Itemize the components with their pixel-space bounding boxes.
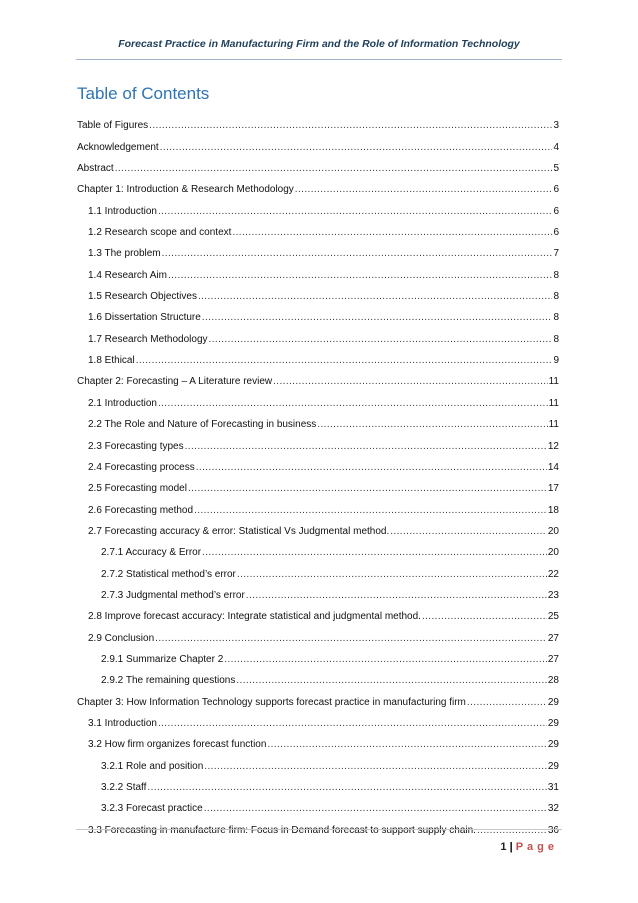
toc-entry[interactable] xyxy=(77,196,559,217)
toc-entry-text: 2.9.2 The remaining questions xyxy=(101,675,236,687)
toc-page-number: 11 xyxy=(548,419,559,431)
toc-page-number: 8 xyxy=(553,333,559,345)
toc-entry[interactable] xyxy=(77,260,559,281)
toc-page-number: 3 xyxy=(553,120,559,132)
toc-entry-text: Acknowledgement xyxy=(77,141,159,153)
toc-dot-leader xyxy=(232,227,552,239)
toc-page-number: 6 xyxy=(553,205,559,217)
toc-entry[interactable] xyxy=(77,239,559,260)
footer-rule xyxy=(76,829,562,830)
toc-dot-leader xyxy=(136,355,553,367)
toc-entry-text: 2.1 Introduction xyxy=(88,397,157,409)
toc-entry-text: 3.2.1 Role and position xyxy=(101,760,204,772)
toc-entry-text: Chapter 3: How Information Technology supports forecast practice in manufacturing firm xyxy=(77,696,466,708)
toc-dot-leader xyxy=(149,120,552,132)
toc-entry-text: 1.8 Ethical xyxy=(88,355,135,367)
toc-entry[interactable] xyxy=(77,730,559,751)
toc-dot-leader xyxy=(422,611,547,623)
toc-dot-leader xyxy=(273,376,548,388)
toc-entry[interactable] xyxy=(77,303,559,324)
toc-page-number: 20 xyxy=(547,547,559,559)
toc-dot-leader xyxy=(209,334,553,346)
toc-page-number: 29 xyxy=(547,696,559,708)
toc-page-number: 7 xyxy=(553,248,559,260)
toc-page-number: 32 xyxy=(547,803,559,815)
toc-dot-leader xyxy=(204,803,547,815)
toc-entry-text: 3.2.3 Forecast practice xyxy=(101,803,203,815)
toc-page-number: 11 xyxy=(548,376,559,388)
toc-dot-leader xyxy=(202,547,547,559)
toc-entry-text: 2.6 Forecasting method xyxy=(88,504,194,516)
toc-entry[interactable] xyxy=(77,687,559,708)
toc-dot-leader xyxy=(160,142,553,154)
toc-page-number: 31 xyxy=(547,782,559,793)
toc-page-number: 6 xyxy=(553,184,559,196)
toc-dot-leader xyxy=(224,654,547,666)
toc-entry-text: Table of Figures xyxy=(77,120,149,132)
toc-page-number: 27 xyxy=(547,632,559,644)
page-footer xyxy=(500,841,558,853)
toc-dot-leader xyxy=(194,505,547,517)
toc-entry[interactable] xyxy=(77,175,559,196)
toc-entry-text: 3.1 Introduction xyxy=(88,717,157,729)
toc-page-number: 14 xyxy=(547,461,559,473)
toc-dot-leader xyxy=(147,782,546,794)
toc-page-number: 6 xyxy=(553,227,559,239)
toc-dot-leader xyxy=(198,291,552,303)
toc-page-number: 29 xyxy=(547,717,559,729)
toc-entry[interactable] xyxy=(77,324,559,345)
toc-page-number: 29 xyxy=(547,760,559,772)
toc-entry[interactable] xyxy=(77,751,559,772)
toc-entry-text: 2.7.3 Judgmental method’s error xyxy=(101,589,245,601)
toc-page-number: 5 xyxy=(553,163,559,175)
toc-dot-leader xyxy=(236,675,547,687)
toc-entry[interactable] xyxy=(77,666,559,687)
toc-entry[interactable] xyxy=(77,538,559,559)
toc-dot-leader xyxy=(188,483,547,495)
toc-entry[interactable] xyxy=(77,709,559,730)
toc-dot-leader xyxy=(467,697,547,709)
toc-entry-text: 3.2 How firm organizes forecast function xyxy=(88,739,267,751)
toc-dot-leader xyxy=(237,569,547,581)
toc-entry-text: Chapter 2: Forecasting – A Literature review xyxy=(77,376,273,388)
toc-entry-text: 2.3 Forecasting types xyxy=(88,440,184,452)
toc-page-number: 18 xyxy=(547,504,559,516)
toc-entry[interactable] xyxy=(77,218,559,239)
toc-dot-leader xyxy=(477,825,547,837)
toc-dot-leader xyxy=(185,441,547,453)
toc-dot-leader xyxy=(390,526,547,538)
toc-entry-text: 1.5 Research Objectives xyxy=(88,291,197,303)
page-word: Page xyxy=(515,841,558,853)
toc-entry[interactable] xyxy=(77,111,559,132)
toc-entry[interactable] xyxy=(77,154,559,175)
toc-entry-text: 2.4 Forecasting process xyxy=(88,461,195,473)
toc-dot-leader xyxy=(158,398,548,410)
toc-dot-leader xyxy=(115,163,553,175)
toc-page-number: 4 xyxy=(553,141,559,153)
toc-page-number: 9 xyxy=(553,355,559,367)
toc-page-number: 17 xyxy=(547,483,559,495)
toc-entry-text: 3.2.2 Staff xyxy=(101,782,147,793)
toc-title: Table of Contents xyxy=(77,84,210,103)
toc-entry[interactable] xyxy=(77,346,559,367)
toc-entry-text: 2.9.1 Summarize Chapter 2 xyxy=(101,653,224,665)
toc-entry[interactable] xyxy=(77,559,559,580)
toc-dot-leader xyxy=(158,206,553,218)
toc-entry[interactable] xyxy=(77,623,559,644)
toc-entry-text: 2.7.2 Statistical method’s error xyxy=(101,568,236,580)
toc-page-number: 8 xyxy=(553,269,559,281)
toc-entry-text: 1.3 The problem xyxy=(88,248,161,260)
toc-page-number: 25 xyxy=(547,611,559,623)
toc-entry-text: 1.6 Dissertation Structure xyxy=(88,312,201,324)
toc-page-number: 36 xyxy=(547,824,559,836)
toc-page-number: 27 xyxy=(547,653,559,665)
toc-entry[interactable] xyxy=(77,773,559,794)
toc-entry-text: 1.2 Research scope and context xyxy=(88,227,232,239)
toc-page-number: 29 xyxy=(547,739,559,751)
toc-entry[interactable] xyxy=(77,815,559,836)
toc-dot-leader xyxy=(162,248,553,260)
toc-entry[interactable] xyxy=(77,495,559,516)
toc-dot-leader xyxy=(204,761,547,773)
toc-entry-text: Chapter 1: Introduction & Research Methodology xyxy=(77,184,294,196)
footer-separator: | xyxy=(509,841,513,853)
toc-page-number: 23 xyxy=(547,589,559,601)
toc-entry[interactable] xyxy=(77,794,559,815)
toc-entry[interactable] xyxy=(77,517,559,538)
toc-entry[interactable] xyxy=(77,367,559,388)
toc-page-number: 12 xyxy=(547,440,559,452)
toc-entry[interactable] xyxy=(77,602,559,623)
toc-dot-leader xyxy=(202,312,553,324)
toc-entry-text: 1.4 Research Aim xyxy=(88,269,167,281)
toc-entry[interactable] xyxy=(77,431,559,452)
toc-entry[interactable] xyxy=(77,645,559,666)
toc-list xyxy=(77,111,559,837)
toc-dot-leader xyxy=(158,718,547,730)
toc-entry[interactable] xyxy=(77,474,559,495)
toc-entry-text: 1.7 Research Methodology xyxy=(88,333,208,345)
toc-entry[interactable] xyxy=(77,410,559,431)
toc-page-number: 20 xyxy=(547,525,559,537)
toc-dot-leader xyxy=(196,462,547,474)
toc-entry-text: 2.8 Improve forecast accuracy: Integrate statistical and judgmental method. xyxy=(88,611,421,623)
toc-entry-text: 2.7.1 Accuracy & Error xyxy=(101,547,202,559)
toc-entry-text: 2.9 Conclusion xyxy=(88,632,155,644)
toc-entry[interactable] xyxy=(77,581,559,602)
toc-entry[interactable] xyxy=(77,453,559,474)
toc-entry-text: 2.7 Forecasting accuracy & error: Statistical Vs Judgmental method. xyxy=(88,525,390,537)
toc-entry[interactable] xyxy=(77,388,559,409)
toc-page-number: 11 xyxy=(548,397,559,409)
toc-dot-leader xyxy=(246,590,547,602)
toc-page-number: 28 xyxy=(547,675,559,687)
toc-dot-leader xyxy=(317,419,547,431)
toc-page-number: 22 xyxy=(547,568,559,580)
toc-entry[interactable] xyxy=(77,132,559,153)
toc-dot-leader xyxy=(155,633,547,645)
toc-entry-text: 1.1 Introduction xyxy=(88,205,157,217)
toc-entry-text: Abstract xyxy=(77,163,114,175)
toc-entry-text: 2.2 The Role and Nature of Forecasting in business xyxy=(88,419,317,431)
header-rule xyxy=(76,59,562,60)
toc-entry-text: 3.3 Forecasting in manufacture firm: Focus in Demand forecast to support supply chain. xyxy=(88,824,476,836)
toc-dot-leader xyxy=(295,184,553,196)
toc-entry-text: 2.5 Forecasting model xyxy=(88,483,187,495)
toc-page-number: 8 xyxy=(553,291,559,303)
toc-dot-leader xyxy=(267,739,546,751)
toc-page-number: 8 xyxy=(553,312,559,324)
page-number: 1 xyxy=(500,841,507,853)
toc-entry[interactable] xyxy=(77,282,559,303)
toc-dot-leader xyxy=(168,270,553,282)
running-header: Forecast Practice in Manufacturing Firm and the Role of Information Technology xyxy=(118,38,520,50)
